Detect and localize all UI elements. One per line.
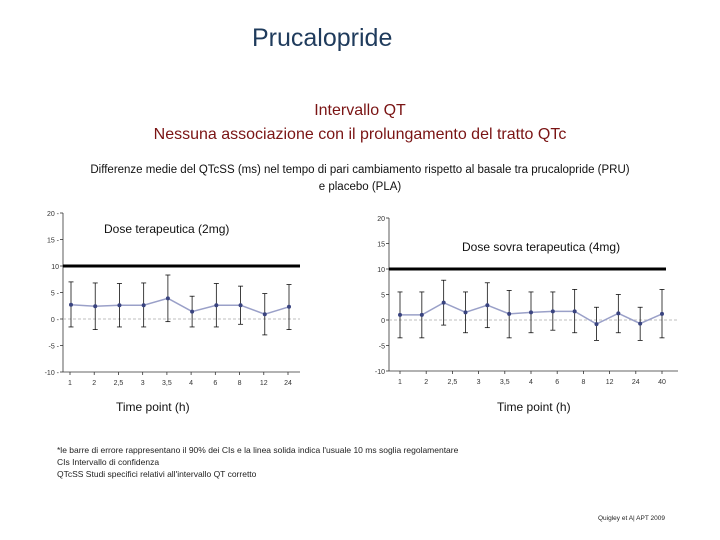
chart2-y-tick-label: 20 xyxy=(377,216,385,223)
chart1-data-point xyxy=(190,310,194,314)
chart2-y-tick-label: 15 xyxy=(377,241,385,249)
chart2-x-tick-label: 1 xyxy=(398,379,402,386)
chart1-y-tick-label: 5 - xyxy=(50,290,59,298)
chart1-y-tick-label: 20 - xyxy=(46,211,59,218)
chart1-y-tick-label: 0 - xyxy=(50,317,59,324)
chart2-x-axis-title: Time point (h) xyxy=(497,400,571,414)
slide-title: Prucalopride xyxy=(252,24,393,52)
chart2-y-tick-label: -10 xyxy=(374,369,385,376)
chart2-x-tick-label: 2 xyxy=(424,379,429,386)
chart1-x-tick-label: 3,5 xyxy=(162,380,172,387)
chart1-x-tick-label: 8 xyxy=(237,380,242,387)
chart1-x-tick-label: 2 xyxy=(92,380,97,387)
chart2-data-point xyxy=(616,311,620,315)
chart2-x-tick-label: 6 xyxy=(555,379,560,386)
chart1-x-tick-label: 3 xyxy=(140,380,145,387)
chart2-data-point xyxy=(551,309,555,313)
reference-citation: Quigley et A| APT 2009 xyxy=(598,515,665,522)
chart2-dose-label: Dose sovra terapeutica (4mg) xyxy=(462,240,621,254)
footnote-qtcss: QTcSS Studi specifici relativi all'intervallo QT corretto xyxy=(57,469,257,479)
chart1-y-tick-label: 10 xyxy=(51,264,59,271)
chart1-y-tick-label: -5 - xyxy=(48,343,59,351)
chart2-x-tick-label: 2,5 xyxy=(447,379,458,386)
chart2-x-tick-label: 3 xyxy=(476,379,481,386)
chart1-data-point xyxy=(263,312,267,316)
chart1-x-tick-label: 4 xyxy=(189,380,194,387)
chart1-x-tick-label: 6 xyxy=(213,380,218,387)
chart1-x-tick-label: 1 xyxy=(68,380,72,387)
chart2-data-point xyxy=(398,313,402,317)
chart-description: Differenze medie del QTcSS (ms) nel tempo di pari cambiamento rispetto al basale tra prucalopride (PRU) e placebo (PLA) xyxy=(90,164,630,193)
chart1-x-axis-title: Time point (h) xyxy=(116,400,190,414)
chart1-data-point xyxy=(239,303,243,307)
slide-subtitle-qt: Intervallo QT xyxy=(314,102,406,119)
chart1-x-tick-label: 2,5 xyxy=(113,380,124,387)
chart-supratherapeutic-dose xyxy=(360,200,720,400)
footnote-ci: CIs Intervallo di confidenza xyxy=(57,457,160,467)
chart1-x-tick-label: 12 xyxy=(259,380,268,387)
footnote-error-bars: *le barre di errore rappresentano il 90% dei CIs e la linea solida indica l'usuale 10 ms soglia regolamentare xyxy=(57,445,459,455)
chart2-y-tick-label: 10 xyxy=(377,267,385,274)
chart1-data-point xyxy=(214,303,218,307)
chart2-y-tick-label: -5 xyxy=(378,343,385,351)
chart2-x-tick-label: 8 xyxy=(581,379,586,386)
chart2-x-tick-label: 3,5 xyxy=(499,379,510,386)
chart2-data-point xyxy=(660,312,664,316)
chart2-x-tick-label: 4 xyxy=(529,379,533,386)
chart1-y-tick-label: -10 - xyxy=(44,370,59,377)
chart1-data-point xyxy=(93,304,97,308)
chart2-data-point xyxy=(420,313,424,317)
chart1-dose-label: Dose terapeutica (2mg) xyxy=(104,222,230,236)
chart2-data-point xyxy=(485,303,489,307)
chart2-data-point xyxy=(595,322,599,326)
chart1-data-point xyxy=(287,305,291,309)
chart2-data-point xyxy=(507,312,511,316)
slide-subtitle-association: Nessuna associazione con il prolungamento del tratto QTc xyxy=(153,126,567,143)
chart1-y-tick-label: 15 - xyxy=(46,237,59,245)
chart1-data-point xyxy=(142,303,146,307)
chart2-data-point xyxy=(442,301,446,305)
chart1-series-line xyxy=(71,298,289,314)
chart2-data-point xyxy=(529,310,533,314)
chart2-x-tick-label: 40 xyxy=(658,379,666,386)
chart1-data-point xyxy=(117,303,121,307)
chart2-x-tick-label: 12 xyxy=(605,379,614,386)
chart2-data-point xyxy=(573,309,577,313)
chart2-x-tick-label: 24 xyxy=(631,379,640,386)
chart1-data-point xyxy=(69,303,73,307)
chart2-data-point xyxy=(464,310,468,314)
chart2-y-tick-label: 5 xyxy=(381,292,385,300)
chart2-data-point xyxy=(638,322,642,326)
chart2-y-tick-label: 0 xyxy=(381,318,385,325)
chart1-data-point xyxy=(166,296,170,300)
chart1-x-tick-label: 24 xyxy=(284,380,292,387)
